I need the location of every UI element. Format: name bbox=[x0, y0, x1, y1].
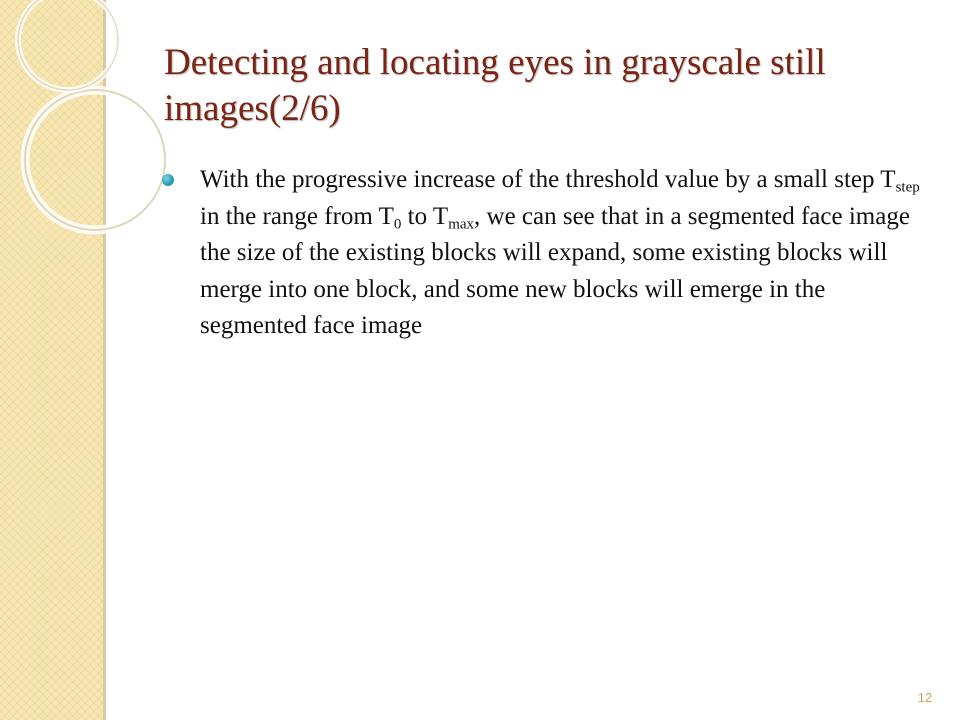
subscript-zero: 0 bbox=[393, 216, 402, 232]
page-number: 12 bbox=[917, 690, 933, 705]
bullet-text-part: With the progressive increase of the threshold value by a small step T bbox=[200, 166, 896, 193]
bullet-text-part: in the range from T bbox=[200, 202, 394, 230]
bullet-dot-icon bbox=[162, 174, 174, 186]
bullet-text bbox=[200, 162, 930, 345]
bullet-list bbox=[160, 162, 930, 345]
bullet-item bbox=[160, 162, 930, 345]
subscript-max: max bbox=[448, 216, 475, 232]
bullet-text-part: , we can see that in a segmented face image the size of the existing blocks will expand, some existing blocks will merge into one block, and some new blocks will emerge in the segmented face image bbox=[200, 202, 910, 339]
slide-title: Detecting and locating eyes in grayscale still images(2/6) bbox=[164, 42, 826, 129]
bullet-text-part: to T bbox=[401, 202, 449, 230]
subscript-step: step bbox=[895, 179, 920, 196]
